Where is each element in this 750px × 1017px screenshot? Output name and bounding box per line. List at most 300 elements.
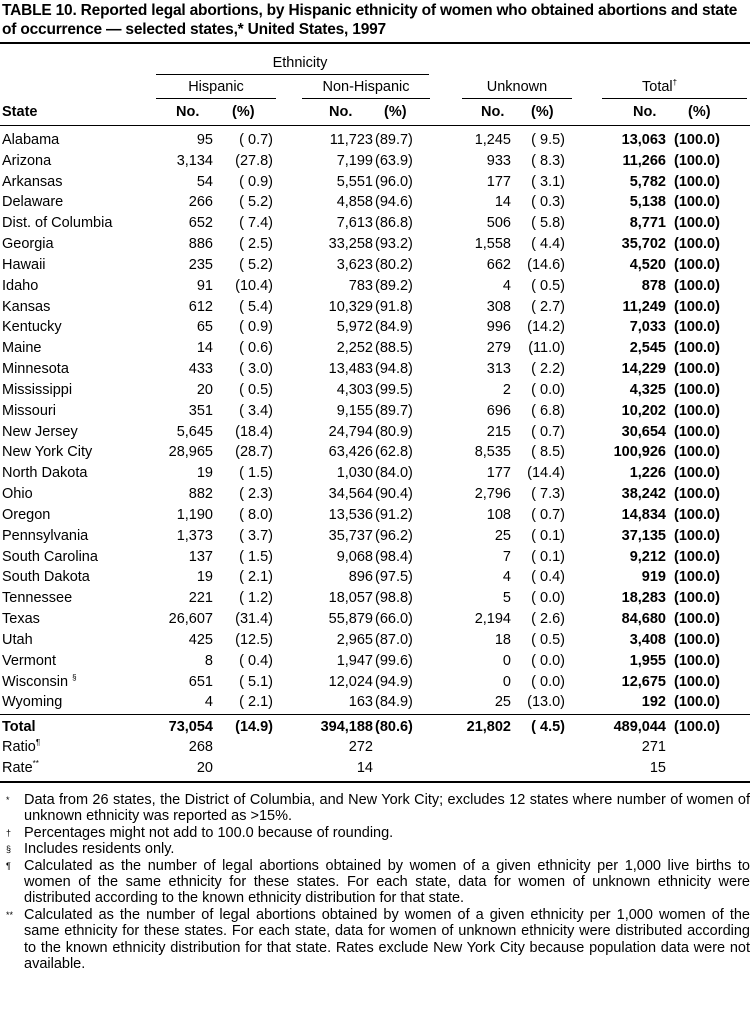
- hispanic-no-cell: 425: [188, 631, 213, 648]
- unknown-pct-cell: ( 2.2): [531, 361, 565, 378]
- hispanic-no-cell: 5,645: [176, 423, 213, 440]
- hispanic-no-cell: 235: [188, 256, 213, 273]
- footnote-5-mark: **: [6, 909, 14, 920]
- total-pct-cell: (100.0): [674, 527, 720, 544]
- rate-label: [2, 758, 39, 778]
- hispanic-pct-cell: ( 1.2): [239, 590, 273, 607]
- state-cell: North Dakota: [2, 465, 88, 482]
- state-cell: [2, 672, 77, 692]
- state-cell: Alabama: [2, 132, 60, 148]
- non-hispanic-no-cell: 63,426: [328, 444, 373, 461]
- total-no-cell: 12,675: [621, 673, 666, 690]
- unknown-no-cell: 662: [486, 256, 511, 273]
- total-no-cell: 4,325: [629, 381, 666, 398]
- hispanic-pct-header: (%): [232, 104, 255, 120]
- non-hispanic-pct-cell: (91.2): [375, 506, 413, 523]
- hispanic-no-cell: 886: [188, 236, 213, 253]
- top-rule: [0, 42, 750, 44]
- total-pct-cell: (100.0): [674, 381, 720, 398]
- footnotes: [0, 792, 750, 972]
- state-cell: Hawaii: [2, 256, 46, 273]
- total-no-cell: 3,408: [629, 631, 666, 648]
- non-hispanic-pct-cell: (90.4): [375, 486, 413, 503]
- total-pct-cell: (100.0): [674, 236, 720, 253]
- non-hispanic-pct-cell: (94.6): [375, 194, 413, 211]
- hispanic-pct-cell: (28.7): [235, 444, 273, 461]
- total-pct-cell: (100.0): [674, 132, 720, 148]
- footnote-4-text: Calculated as the number of legal abortions obtained by women of a given ethnicity per 1,000 live births to women of the same ethnicity for these states. For each state, data for women of unknown ethnicity were distributed according to the known ethnicity distribution for that state.: [24, 857, 750, 907]
- hispanic-pct-cell: ( 0.6): [239, 340, 273, 357]
- non-hispanic-no-cell: 10,329: [328, 298, 373, 315]
- non-hispanic-pct-cell: (93.2): [375, 236, 413, 253]
- table-row: [0, 422, 750, 443]
- state-cell: Wyoming: [2, 694, 63, 711]
- total-no-cell: 5,782: [629, 173, 666, 190]
- total-no-cell: 13,063: [621, 132, 666, 148]
- hispanic-pct-cell: ( 2.1): [239, 694, 273, 711]
- non-hispanic-pct-cell: (94.8): [375, 361, 413, 378]
- ratio-non-hispanic: 272: [348, 739, 373, 755]
- non-hispanic-pct-cell: (62.8): [375, 444, 413, 461]
- unknown-no-cell: 14: [494, 194, 511, 211]
- footnote-1-text: Data from 26 states, the District of Columbia, and New York City; excludes 12 states where number of women of unknown ethnicity was reported as >15%.: [24, 792, 750, 825]
- state-cell: South Carolina: [2, 548, 98, 565]
- state-cell: Pennsylvania: [2, 527, 89, 544]
- non-hispanic-pct-cell: (87.0): [375, 631, 413, 648]
- unknown-pct-cell: (14.6): [527, 256, 565, 273]
- total-pct-cell: (100.0): [674, 340, 720, 357]
- non-hispanic-pct-cell: (88.5): [375, 340, 413, 357]
- unknown-pct-cell: ( 0.3): [531, 194, 565, 211]
- non-hispanic-pct-cell: (84.9): [375, 694, 413, 711]
- unknown-pct-header: (%): [531, 104, 554, 120]
- total-pct-cell: (100.0): [674, 423, 720, 440]
- non-hispanic-no-cell: 9,068: [336, 548, 373, 565]
- total-pct-cell: (100.0): [674, 215, 720, 232]
- hispanic-no-cell: 65: [196, 319, 213, 336]
- non-hispanic-pct-cell: (98.4): [375, 548, 413, 565]
- unknown-pct-cell: ( 0.7): [531, 506, 565, 523]
- table-row: [0, 172, 750, 193]
- non-hispanic-no-cell: 55,879: [328, 611, 373, 628]
- total-unknown-no: 21,802: [466, 719, 511, 735]
- unknown-no-cell: 18: [494, 631, 511, 648]
- state-cell: Arkansas: [2, 173, 63, 190]
- unknown-no-cell: 2,194: [474, 611, 511, 628]
- hispanic-pct-cell: (27.8): [235, 152, 273, 169]
- non-hispanic-no-cell: 1,947: [336, 652, 373, 669]
- footnote-3-mark: §: [6, 844, 12, 855]
- total-no-cell: 1,226: [629, 465, 666, 482]
- non-hispanic-no-cell: 18,057: [328, 590, 373, 607]
- unknown-no-cell: 2,796: [474, 486, 511, 503]
- table-row: [0, 192, 750, 213]
- hispanic-pct-cell: (10.4): [235, 277, 273, 294]
- non-hispanic-pct-cell: (98.8): [375, 590, 413, 607]
- total-no-cell: 7,033: [629, 319, 666, 336]
- non-hispanic-pct-cell: (86.8): [375, 215, 413, 232]
- unknown-no-cell: 696: [486, 402, 511, 419]
- hispanic-pct-cell: ( 2.1): [239, 569, 273, 586]
- state-cell: Kentucky: [2, 319, 62, 336]
- unknown-pct-cell: ( 0.4): [531, 569, 565, 586]
- table-row: [0, 692, 750, 713]
- total-pct-header: (%): [688, 104, 711, 120]
- state-cell: Maine: [2, 340, 42, 357]
- total-pct-cell: (100.0): [674, 277, 720, 294]
- rate-mark: **: [32, 759, 39, 769]
- unknown-no-cell: 506: [486, 215, 511, 232]
- non-hispanic-header: Non-Hispanic: [322, 79, 410, 95]
- total-rule: [0, 714, 750, 715]
- footnote-3: [0, 841, 750, 857]
- rate-total: 15: [649, 760, 666, 776]
- hispanic-pct-cell: ( 1.5): [239, 465, 273, 482]
- hispanic-no-cell: 95: [196, 132, 213, 148]
- ratio-row: [0, 737, 750, 758]
- total-no-cell: 84,680: [621, 611, 666, 628]
- hispanic-pct-cell: ( 1.5): [239, 548, 273, 565]
- hispanic-underline: [156, 98, 276, 99]
- table-row: [0, 359, 750, 380]
- unknown-header: Unknown: [486, 79, 548, 95]
- hispanic-no-cell: 1,190: [176, 506, 213, 523]
- hispanic-no-cell: 137: [188, 548, 213, 565]
- non-hispanic-no-cell: 33,258: [328, 236, 373, 253]
- unknown-pct-cell: ( 8.5): [531, 444, 565, 461]
- total-non-hispanic-pct: (80.6): [375, 719, 413, 735]
- hispanic-no-cell: 19: [196, 569, 213, 586]
- hispanic-header: Hispanic: [188, 79, 244, 95]
- hispanic-pct-cell: ( 5.4): [239, 298, 273, 315]
- unknown-pct-cell: ( 0.5): [531, 277, 565, 294]
- unknown-no-cell: 313: [486, 361, 511, 378]
- non-hispanic-no-cell: 9,155: [336, 402, 373, 419]
- hispanic-pct-cell: (18.4): [235, 423, 273, 440]
- header-rule: [0, 125, 750, 126]
- hispanic-no-cell: 1,373: [176, 527, 213, 544]
- state-column-header: State: [2, 104, 38, 120]
- total-pct-cell: (100.0): [674, 569, 720, 586]
- table-row: [0, 276, 750, 297]
- total-pct-cell: (100.0): [674, 298, 720, 315]
- hispanic-pct-cell: ( 3.0): [239, 361, 273, 378]
- total-pct-cell: (100.0): [674, 631, 720, 648]
- total-pct-cell: (100.0): [674, 652, 720, 669]
- total-no-header: No.: [633, 104, 657, 120]
- hispanic-pct-cell: ( 5.2): [239, 194, 273, 211]
- unknown-pct-cell: ( 0.0): [531, 381, 565, 398]
- state-cell: Delaware: [2, 194, 64, 211]
- rate-non-hispanic: 14: [356, 760, 373, 776]
- unknown-pct-cell: ( 0.0): [531, 590, 565, 607]
- state-cell: Ohio: [2, 486, 33, 503]
- non-hispanic-pct-header: (%): [384, 104, 407, 120]
- state-cell: Vermont: [2, 652, 56, 669]
- table-row: [0, 547, 750, 568]
- non-hispanic-no-cell: 5,551: [336, 173, 373, 190]
- non-hispanic-no-header: No.: [329, 104, 353, 120]
- hispanic-pct-cell: ( 0.9): [239, 173, 273, 190]
- hispanic-pct-cell: ( 5.2): [239, 256, 273, 273]
- unknown-no-cell: 0: [502, 652, 511, 669]
- non-hispanic-no-cell: 4,858: [336, 194, 373, 211]
- non-hispanic-no-cell: 2,965: [336, 631, 373, 648]
- unknown-no-cell: 308: [486, 298, 511, 315]
- table-row: [0, 651, 750, 672]
- non-hispanic-pct-cell: (84.9): [375, 319, 413, 336]
- hispanic-no-cell: 91: [196, 277, 213, 294]
- non-hispanic-pct-cell: (99.5): [375, 381, 413, 398]
- ratio-label-text: Ratio: [2, 739, 36, 755]
- total-hispanic-pct: (14.9): [235, 719, 273, 735]
- unknown-no-cell: 2: [502, 381, 511, 398]
- non-hispanic-no-cell: 1,030: [336, 465, 373, 482]
- unknown-pct-cell: ( 0.1): [531, 527, 565, 544]
- non-hispanic-no-cell: 5,972: [336, 319, 373, 336]
- total-unknown-pct: ( 4.5): [531, 719, 565, 735]
- unknown-pct-cell: ( 5.8): [531, 215, 565, 232]
- state-cell: Arizona: [2, 152, 52, 169]
- unknown-no-cell: 1,245: [474, 132, 511, 148]
- unknown-no-cell: 4: [502, 277, 511, 294]
- unknown-no-cell: 933: [486, 152, 511, 169]
- table-row: [0, 630, 750, 651]
- hispanic-pct-cell: ( 2.5): [239, 236, 273, 253]
- total-no-cell: 11,266: [622, 152, 666, 169]
- total-pct-cell: (100.0): [674, 590, 720, 607]
- table-row: [0, 442, 750, 463]
- total-no-cell: 18,283: [621, 590, 666, 607]
- non-hispanic-pct-cell: (63.9): [375, 152, 413, 169]
- unknown-pct-cell: (13.0): [527, 694, 565, 711]
- total-pct-cell: (100.0): [674, 694, 720, 711]
- unknown-pct-cell: ( 7.3): [531, 486, 565, 503]
- state-cell: Oregon: [2, 506, 51, 523]
- non-hispanic-pct-cell: (94.9): [375, 673, 413, 690]
- footnote-2: [0, 825, 750, 841]
- non-hispanic-pct-cell: (97.5): [375, 569, 413, 586]
- non-hispanic-no-cell: 7,199: [336, 152, 373, 169]
- ethnicity-header: Ethnicity: [272, 55, 328, 71]
- total-no-cell: 192: [641, 694, 666, 711]
- total-label: Total: [2, 719, 36, 735]
- state-cell: Kansas: [2, 298, 51, 315]
- state-cell: Texas: [2, 611, 40, 628]
- state-cell: Mississippi: [2, 381, 73, 398]
- non-hispanic-pct-cell: (89.7): [375, 132, 413, 148]
- hispanic-no-cell: 8: [204, 652, 213, 669]
- non-hispanic-no-cell: 13,483: [328, 361, 373, 378]
- hispanic-no-cell: 882: [188, 486, 213, 503]
- unknown-no-cell: 4: [502, 569, 511, 586]
- total-no-cell: 8,771: [629, 215, 666, 232]
- total-no-cell: 30,654: [621, 423, 666, 440]
- hispanic-pct-cell: (12.5): [235, 631, 273, 648]
- total-pct-cell: (100.0): [674, 194, 720, 211]
- table-title: TABLE 10. Reported legal abortions, by Hispanic ethnicity of women who obtained abortions and state of occurrence — selected states,* United States, 1997: [2, 2, 738, 38]
- table-row: [0, 463, 750, 484]
- unknown-no-header: No.: [481, 104, 505, 120]
- hispanic-no-cell: 3,134: [176, 152, 213, 169]
- total-underline: [602, 98, 747, 99]
- table-row: [0, 255, 750, 276]
- non-hispanic-no-cell: 2,252: [336, 340, 373, 357]
- total-pct-cell: (100.0): [674, 319, 720, 336]
- unknown-no-cell: 8,535: [474, 444, 511, 461]
- total-pct-cell: (100.0): [674, 444, 720, 461]
- unknown-pct-cell: ( 4.4): [531, 236, 565, 253]
- table-row: [0, 234, 750, 255]
- total-no-cell: 11,249: [622, 298, 666, 315]
- non-hispanic-pct-cell: (66.0): [375, 611, 413, 628]
- total-total-pct: (100.0): [674, 719, 720, 735]
- non-hispanic-no-cell: 13,536: [328, 506, 373, 523]
- total-no-cell: 9,212: [629, 548, 666, 565]
- total-no-cell: 878: [641, 277, 666, 294]
- ethnicity-underline: [156, 74, 429, 75]
- table-row: [0, 505, 750, 526]
- state-cell: Missouri: [2, 402, 56, 419]
- unknown-pct-cell: (11.0): [528, 340, 565, 357]
- unknown-pct-cell: ( 0.0): [531, 673, 565, 690]
- total-non-hispanic-no: 394,188: [320, 719, 373, 735]
- total-no-cell: 38,242: [621, 486, 666, 503]
- total-no-cell: 14,229: [621, 361, 666, 378]
- non-hispanic-no-cell: 4,303: [336, 381, 373, 398]
- table-row: [0, 567, 750, 588]
- hispanic-no-cell: 266: [188, 194, 213, 211]
- table-row: [0, 317, 750, 338]
- unknown-no-cell: 5: [502, 590, 511, 607]
- footnote-4-mark: ¶: [6, 860, 11, 871]
- non-hispanic-pct-cell: (80.9): [375, 423, 413, 440]
- total-header-mark: †: [672, 78, 678, 88]
- table-row: [0, 484, 750, 505]
- total-pct-cell: (100.0): [674, 465, 720, 482]
- non-hispanic-pct-cell: (96.0): [375, 173, 413, 190]
- hispanic-no-cell: 651: [188, 673, 213, 690]
- unknown-no-cell: 177: [486, 173, 511, 190]
- hispanic-no-cell: 28,965: [168, 444, 213, 461]
- hispanic-pct-cell: ( 3.7): [239, 527, 273, 544]
- hispanic-pct-cell: ( 0.9): [239, 319, 273, 336]
- table-row: [0, 130, 750, 151]
- state-cell: Tennessee: [2, 590, 73, 607]
- hispanic-no-cell: 14: [196, 340, 213, 357]
- non-hispanic-pct-cell: (80.2): [375, 256, 413, 273]
- ratio-hispanic: 268: [188, 739, 213, 755]
- unknown-pct-cell: (14.2): [527, 319, 565, 336]
- hispanic-pct-cell: ( 5.1): [239, 673, 273, 690]
- total-no-cell: 35,702: [621, 236, 666, 253]
- non-hispanic-pct-cell: (91.8): [375, 298, 413, 315]
- unknown-pct-cell: ( 8.3): [531, 152, 565, 169]
- total-pct-cell: (100.0): [674, 256, 720, 273]
- non-hispanic-pct-cell: (96.2): [375, 527, 413, 544]
- rate-row: [0, 758, 750, 779]
- total-no-cell: 1,955: [629, 652, 666, 669]
- rate-label-text: Rate: [2, 760, 33, 776]
- non-hispanic-pct-cell: (89.7): [375, 402, 413, 419]
- unknown-pct-cell: ( 2.7): [531, 298, 565, 315]
- table-row: [0, 297, 750, 318]
- total-no-cell: 4,520: [629, 256, 666, 273]
- hispanic-no-cell: 612: [188, 298, 213, 315]
- ratio-mark: ¶: [35, 738, 41, 748]
- hispanic-pct-cell: ( 0.4): [239, 652, 273, 669]
- hispanic-pct-cell: (31.4): [235, 611, 273, 628]
- unknown-no-cell: 215: [486, 423, 511, 440]
- non-hispanic-no-cell: 3,623: [336, 256, 373, 273]
- total-pct-cell: (100.0): [674, 402, 720, 419]
- total-no-cell: 100,926: [613, 444, 666, 461]
- hispanic-no-cell: 20: [196, 381, 213, 398]
- unknown-no-cell: 25: [494, 694, 511, 711]
- hispanic-pct-cell: ( 8.0): [239, 506, 273, 523]
- non-hispanic-pct-cell: (89.2): [375, 277, 413, 294]
- footnote-1: [0, 792, 750, 825]
- hispanic-pct-cell: ( 0.5): [239, 381, 273, 398]
- state-footnote-mark: §: [72, 672, 77, 682]
- non-hispanic-no-cell: 163: [348, 694, 373, 711]
- hispanic-no-cell: 433: [188, 361, 213, 378]
- footnote-5-text: Calculated as the number of legal abortions obtained by women of a given ethnicity per 1,000 women of the same ethnicity for these states. For each state, data for women of unknown ethnicity were distributed according to the known ethnicity distribution for that state. Rates exclude New York City because population data were not available.: [24, 906, 750, 973]
- hispanic-no-cell: 54: [196, 173, 213, 190]
- hispanic-no-cell: 652: [188, 215, 213, 232]
- unknown-no-cell: 0: [502, 673, 511, 690]
- unknown-no-cell: 108: [486, 506, 511, 523]
- total-no-cell: 10,202: [621, 402, 666, 419]
- non-hispanic-no-cell: 783: [348, 277, 373, 294]
- unknown-no-cell: 177: [486, 465, 511, 482]
- unknown-no-cell: 996: [486, 319, 511, 336]
- hispanic-no-cell: 26,607: [168, 611, 213, 628]
- total-pct-cell: (100.0): [674, 173, 720, 190]
- table-row: [0, 151, 750, 172]
- state-name: Wisconsin: [2, 673, 69, 690]
- non-hispanic-no-cell: 11,723: [329, 132, 373, 148]
- total-no-cell: 5,138: [629, 194, 666, 211]
- non-hispanic-no-cell: 896: [348, 569, 373, 586]
- unknown-no-cell: 7: [502, 548, 511, 565]
- total-hispanic-no: 73,054: [168, 719, 213, 735]
- state-cell: Minnesota: [2, 361, 69, 378]
- unknown-no-cell: 1,558: [474, 236, 511, 253]
- table-row: [0, 401, 750, 422]
- table-row: [0, 672, 750, 693]
- state-cell: Idaho: [2, 277, 39, 294]
- total-no-cell: 14,834: [621, 506, 666, 523]
- unknown-pct-cell: ( 6.8): [531, 402, 565, 419]
- ratio-total: 271: [641, 739, 666, 755]
- total-pct-cell: (100.0): [674, 506, 720, 523]
- total-header-label: Total: [642, 79, 673, 95]
- hispanic-pct-cell: ( 3.4): [239, 402, 273, 419]
- state-cell: Dist. of Columbia: [2, 215, 113, 232]
- table-row: [0, 213, 750, 234]
- table-row: [0, 609, 750, 630]
- rate-hispanic: 20: [196, 760, 213, 776]
- unknown-pct-cell: ( 2.6): [531, 611, 565, 628]
- footnote-1-mark: *: [6, 795, 10, 805]
- table-row: [0, 380, 750, 401]
- non-hispanic-underline: [302, 98, 430, 99]
- state-cell: Georgia: [2, 236, 54, 253]
- non-hispanic-no-cell: 34,564: [328, 486, 373, 503]
- total-pct-cell: (100.0): [674, 486, 720, 503]
- hispanic-pct-cell: ( 0.7): [239, 132, 273, 148]
